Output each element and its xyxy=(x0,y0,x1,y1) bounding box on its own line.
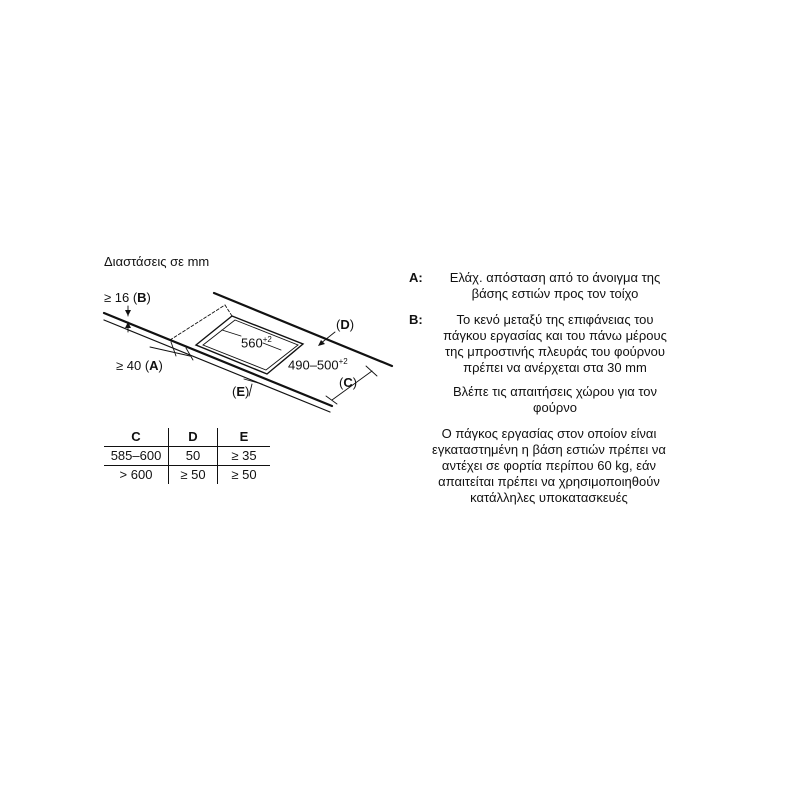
dim-e-leader xyxy=(249,384,252,396)
note-a-key: A: xyxy=(409,270,423,285)
general-note-line: αντέχει σε φορτία περίπου 60 kg, εάν xyxy=(441,458,657,473)
table-cell: 585–600 xyxy=(104,447,169,466)
diagram-caption: Διαστάσεις σε mm xyxy=(104,254,210,269)
table-header-row xyxy=(104,428,270,447)
dim-a-line xyxy=(150,347,190,356)
table-row xyxy=(104,466,270,485)
note-b-key: B: xyxy=(409,312,423,327)
label-c: (C) xyxy=(339,375,358,390)
table-header-e: E xyxy=(218,428,271,447)
table-cell: ≥ 50 xyxy=(169,466,218,485)
table-header-d: D xyxy=(169,428,218,447)
note-a-line: βάσης εστιών προς τον τοίχο xyxy=(471,286,639,301)
note-b-line: πρέπει να ανέρχεται στα 30 mm xyxy=(463,360,647,375)
label-a: ≥ 40 (A) xyxy=(116,358,163,373)
table-cell: 50 xyxy=(169,447,218,466)
general-note-line: κατάλληλες υποκατασκευές xyxy=(470,490,628,505)
table-cell: > 600 xyxy=(119,467,153,482)
dim-b-head-top xyxy=(125,310,131,316)
note-a xyxy=(409,270,685,302)
note-b-extra xyxy=(409,384,685,416)
note-a-line: Ελάχ. απόσταση από το άνοιγμα της xyxy=(449,270,661,285)
general-note-line: απαιτείται πρέπει να χρησιμοποιηθούν xyxy=(438,474,660,489)
dashed-outline-corner xyxy=(225,305,232,316)
table-header-c: C xyxy=(104,428,169,447)
note-b-extra-line: Βλέπε τις απαιτήσεις χώρου για τον xyxy=(452,384,658,399)
label-b: ≥ 16 (B) xyxy=(104,290,151,305)
label-depth: $490-500^{+2}$ xyxy=(288,357,348,373)
dim-width-arrow-left xyxy=(222,330,241,336)
table-cell: ≥ 35 xyxy=(218,447,271,466)
table-row xyxy=(104,447,270,466)
note-b-line: της μπροστινής πλευράς του φούρνου xyxy=(444,344,666,359)
general-note-line: εγκαταστημένη η βάση εστιών πρέπει να xyxy=(432,442,666,457)
label-e: (E) xyxy=(232,384,250,399)
general-note xyxy=(409,426,689,506)
general-note-line: Ο πάγκος εργασίας στον οποίον είναι xyxy=(441,426,657,441)
table-cell: ≥ 50 xyxy=(218,466,271,485)
dimension-table xyxy=(104,428,270,484)
note-b-extra-line: φούρνο xyxy=(533,400,577,415)
note-b xyxy=(409,312,685,376)
label-width: $560^{+2}$ xyxy=(241,335,272,351)
label-d: (D) xyxy=(336,317,355,332)
note-b-line: Το κενό μεταξύ της επιφάνειας του xyxy=(456,312,654,327)
note-b-line: πάγκου εργασίας και του πάνω μέρους xyxy=(443,328,667,343)
